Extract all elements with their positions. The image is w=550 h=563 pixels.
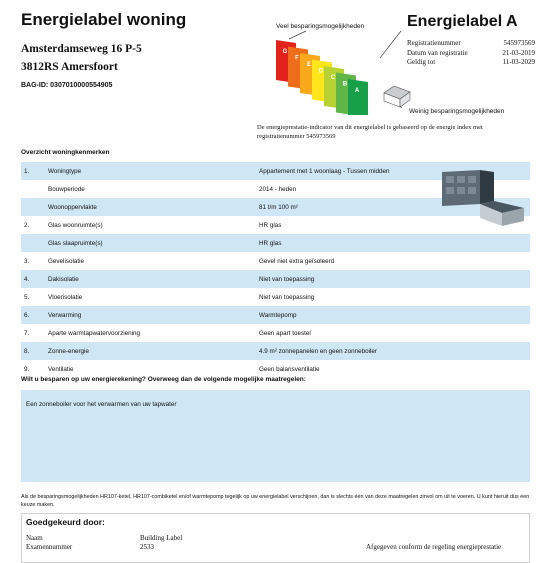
- row-number: 6.: [24, 311, 30, 319]
- characteristic-row: [21, 288, 530, 306]
- row-number: 8.: [24, 347, 30, 355]
- veel-pointer: [289, 31, 306, 39]
- row-name: Glas slaapruimte(s): [48, 239, 103, 247]
- registration-value: 21-03-2019: [502, 48, 535, 57]
- naam-label: Naam: [26, 534, 43, 542]
- characteristic-row: [21, 324, 530, 342]
- row-name: Bouwperiode: [48, 185, 85, 193]
- registration-key: Datum van registratie: [407, 48, 468, 57]
- row-value: Appartement met 1 woonlaag - Tussen midden: [259, 167, 390, 175]
- house-icon: [384, 86, 410, 107]
- energy-class-bands: [276, 40, 368, 115]
- energy-band-letter: E: [306, 62, 312, 68]
- approval-box: [21, 513, 530, 563]
- registration-row: [407, 49, 535, 59]
- measure-item: Een zonneboiler voor het verwarmen van uw tapwater: [26, 401, 177, 408]
- row-value: Geen balansventilatie: [259, 365, 320, 373]
- row-value: Niet van toepassing: [259, 275, 315, 283]
- veel-label: Veel besparingsmogelijkheden: [276, 23, 365, 30]
- row-number: 2.: [24, 221, 30, 229]
- energy-band-letter: C: [330, 75, 336, 81]
- exam-label: Examennummer: [26, 543, 73, 551]
- row-name: Woonoppervlakte: [48, 203, 97, 211]
- row-number: 1.: [24, 167, 30, 175]
- row-name: Ventilatie: [48, 365, 74, 373]
- address-line2: 3812RS Amersfoort: [21, 61, 118, 73]
- approved-title: Goedgekeurd door:: [26, 517, 105, 527]
- row-name: Zonne-energie: [48, 347, 89, 355]
- issued-note: Afgegeven conform de regeling energieprestatie: [366, 543, 502, 551]
- row-number: 3.: [24, 257, 30, 265]
- row-value: 2014 - heden: [259, 185, 297, 193]
- characteristic-row: [21, 342, 530, 360]
- characteristic-row: [21, 270, 530, 288]
- row-name: Glas woonruimte(s): [48, 221, 103, 229]
- row-value: Warmtepomp: [259, 311, 297, 319]
- energy-band-letter: G: [282, 49, 288, 55]
- registration-key: Geldig tot: [407, 58, 436, 66]
- registration-value: 11-03-2029: [502, 58, 535, 66]
- energy-band-letter: D: [318, 68, 324, 75]
- characteristic-row: [21, 234, 530, 252]
- registration-table: [407, 39, 535, 68]
- energy-band-letter: B: [342, 81, 348, 88]
- bag-id: BAG-ID: 0307010000554905: [21, 82, 113, 89]
- row-number: 5.: [24, 293, 30, 301]
- overview-title: Overzicht woningkenmerken: [21, 149, 110, 156]
- energy-band-a: [348, 79, 368, 115]
- energy-band-letter: A: [354, 88, 360, 94]
- measures-box: [21, 390, 530, 482]
- row-name: Vloerisolatie: [48, 293, 83, 301]
- row-value: Geen apart toestel: [259, 329, 311, 337]
- row-value: HR glas: [259, 221, 282, 229]
- row-name: Verwarming: [48, 311, 82, 319]
- row-name: Gevelisolatie: [48, 257, 85, 265]
- page-title: Energielabel woning: [21, 10, 187, 29]
- row-name: Dakisolatie: [48, 275, 79, 283]
- registration-value: 545973569: [503, 39, 535, 47]
- disclaimer: Als de besparingsmogelijkheden HR107-ketel, HR107-combiketel en/of warmtepomp tegelijk op uw energielabel verschijnen, dan is slechts één van deze maatregelen zinvol om uit te voeren. U kunt hieruit dus een keuze maken.: [21, 494, 530, 508]
- indicator-note: De energieprestatie-indicator van dit energielabel is gebaseerd op de energie index met registratienummer 545973569: [257, 124, 483, 140]
- weinig-label: Weinig besparingsmogelijkheden: [409, 108, 505, 115]
- address-line1: Amsterdamseweg 16 P-5: [21, 43, 142, 55]
- row-value: HR glas: [259, 239, 282, 247]
- building-image: [442, 168, 530, 228]
- characteristic-row: [21, 252, 530, 270]
- characteristic-row: [21, 306, 530, 324]
- row-name: Woningtype: [48, 167, 82, 175]
- row-value: 4.9 m² zonnepanelen en geen zonneboiler: [259, 347, 377, 355]
- registration-key: Registratienummer: [407, 39, 461, 47]
- energy-band-letter: F: [295, 55, 299, 62]
- energy-scale-graphic: [272, 30, 412, 115]
- registration-row: [407, 39, 535, 49]
- row-number: 7.: [24, 329, 30, 337]
- row-value: Gevel niet extra geïsoleerd: [259, 257, 335, 265]
- naam-value: Building Label: [140, 534, 183, 542]
- energy-label-title: Energielabel A: [407, 13, 518, 30]
- registration-row: [407, 58, 535, 68]
- row-number: 4.: [24, 275, 30, 283]
- row-number: 9.: [24, 365, 30, 373]
- row-value: 81 t/m 100 m²: [259, 203, 298, 211]
- exam-value: 2533: [140, 543, 154, 551]
- measures-question: Wilt u besparen op uw energierekening? Overweeg dan de volgende mogelijke maatregelen:: [21, 376, 306, 383]
- row-value: Niet van toepassing: [259, 293, 315, 301]
- label-pointer: [380, 31, 401, 58]
- row-name: Aparte warmtapwatervoorziening: [48, 329, 141, 337]
